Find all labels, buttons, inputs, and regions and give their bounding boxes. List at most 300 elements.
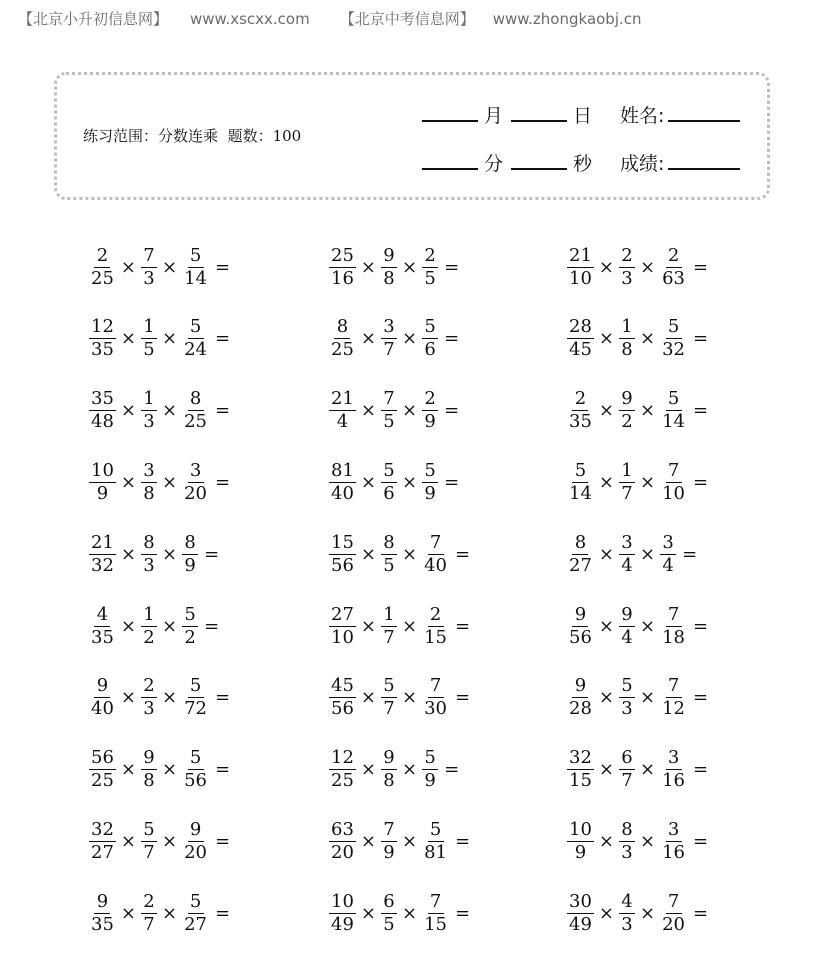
fraction	[141, 604, 157, 649]
times-sign: ×	[640, 687, 656, 709]
numerator: 5	[619, 675, 635, 698]
denominator: 9	[574, 841, 587, 863]
problem-item	[566, 316, 708, 362]
numerator: 9	[572, 604, 588, 627]
denominator: 81	[424, 841, 447, 863]
numerator: 9	[141, 747, 157, 770]
times-sign: ×	[598, 471, 614, 493]
fraction	[422, 245, 438, 290]
times-sign: ×	[360, 400, 376, 422]
numerator: 9	[381, 747, 397, 770]
numerator: 9	[619, 388, 635, 411]
denominator: 3	[621, 841, 633, 863]
numerator: 1	[619, 316, 635, 339]
fraction	[182, 460, 209, 505]
problem-item	[328, 459, 459, 505]
numerator: 30	[569, 890, 592, 912]
fraction	[422, 532, 449, 577]
denominator: 5	[143, 339, 155, 361]
numerator: 2	[422, 245, 438, 268]
times-sign: ×	[162, 471, 178, 493]
numerator: 35	[91, 388, 114, 410]
numerator: 9	[381, 245, 397, 268]
fraction	[329, 675, 356, 720]
times-sign: ×	[402, 902, 418, 924]
denominator: 8	[143, 482, 155, 504]
denominator: 56	[331, 554, 354, 576]
denominator: 63	[662, 267, 685, 289]
date-name-row	[422, 101, 740, 128]
numerator: 21	[331, 388, 354, 410]
times-sign: ×	[162, 902, 178, 924]
denominator: 2	[143, 626, 155, 648]
equals-sign: =	[444, 471, 460, 493]
fraction	[329, 532, 356, 577]
denominator: 7	[383, 626, 395, 648]
times-sign: ×	[360, 830, 376, 852]
denominator: 49	[331, 913, 354, 935]
denominator: 20	[662, 913, 685, 935]
problem-item	[88, 675, 230, 721]
denominator: 49	[569, 913, 592, 935]
fraction	[619, 388, 635, 433]
denominator: 5	[383, 913, 395, 935]
fraction	[567, 604, 594, 649]
times-sign: ×	[640, 256, 656, 278]
denominator: 20	[331, 841, 354, 863]
numerator: 56	[91, 747, 114, 769]
denominator: 5	[383, 411, 395, 433]
numerator: 9	[619, 604, 635, 627]
times-sign: ×	[120, 471, 136, 493]
problem-item	[566, 675, 708, 721]
equals-sign: =	[693, 471, 709, 493]
site-header	[18, 8, 642, 29]
denominator: 9	[424, 482, 436, 504]
numerator: 2	[422, 388, 438, 411]
denominator: 6	[424, 339, 436, 361]
denominator: 10	[662, 482, 685, 504]
fraction	[422, 388, 438, 433]
problem-item	[328, 316, 459, 362]
fraction	[619, 675, 635, 720]
second-blank[interactable]	[511, 166, 567, 170]
fraction	[567, 532, 594, 577]
numerator: 8	[334, 316, 350, 339]
numerator: 9	[94, 891, 110, 914]
count-value: 100	[272, 127, 302, 145]
times-sign: ×	[360, 615, 376, 637]
times-sign: ×	[120, 256, 136, 278]
times-sign: ×	[120, 615, 136, 637]
times-sign: ×	[402, 830, 418, 852]
equals-sign: =	[215, 687, 231, 709]
fraction	[141, 316, 157, 361]
month-blank[interactable]	[422, 118, 478, 122]
fraction	[89, 245, 116, 290]
denominator: 5	[424, 267, 436, 289]
fraction	[141, 245, 157, 290]
denominator: 40	[331, 482, 354, 504]
fraction	[141, 388, 157, 433]
times-sign: ×	[120, 400, 136, 422]
times-sign: ×	[162, 830, 178, 852]
denominator: 5	[383, 554, 395, 576]
denominator: 8	[143, 770, 155, 792]
denominator: 14	[184, 267, 207, 289]
times-sign: ×	[598, 256, 614, 278]
fraction	[619, 819, 635, 864]
denominator: 56	[184, 770, 207, 792]
problem-item	[566, 890, 708, 936]
numerator: 9	[572, 675, 588, 698]
worksheet-info-box	[54, 72, 770, 200]
problem-item	[328, 890, 470, 936]
numerator: 5	[381, 460, 397, 483]
numerator: 25	[331, 244, 354, 266]
denominator: 4	[662, 554, 674, 576]
times-sign: ×	[120, 759, 136, 781]
fraction	[182, 316, 209, 361]
denominator: 56	[331, 698, 354, 720]
score-label: 成绩:	[620, 153, 665, 175]
range-text: 练习范围：分数连乘	[83, 127, 219, 145]
second-label: 秒	[573, 153, 593, 175]
times-sign: ×	[162, 400, 178, 422]
denominator: 15	[569, 770, 592, 792]
problem-item	[88, 818, 230, 864]
count-label: 题数：	[227, 127, 273, 145]
numerator: 81	[331, 459, 354, 481]
denominator: 16	[331, 267, 354, 289]
equals-sign: =	[693, 902, 709, 924]
numerator: 3	[660, 532, 676, 555]
numerator: 7	[428, 891, 444, 914]
fraction	[141, 675, 157, 720]
fraction	[141, 460, 157, 505]
numerator: 5	[422, 747, 438, 770]
fraction	[89, 460, 116, 505]
times-sign: ×	[640, 759, 656, 781]
fraction	[422, 675, 449, 720]
numerator: 1	[619, 460, 635, 483]
numerator: 27	[331, 603, 354, 625]
minute-blank[interactable]	[422, 166, 478, 170]
fraction	[182, 747, 209, 792]
denominator: 10	[331, 626, 354, 648]
denominator: 4	[621, 554, 633, 576]
fraction	[329, 316, 356, 361]
numerator: 5	[182, 604, 198, 627]
denominator: 4	[621, 626, 633, 648]
times-sign: ×	[640, 471, 656, 493]
fraction	[567, 316, 594, 361]
denominator: 32	[662, 339, 685, 361]
time-score-row	[422, 149, 740, 176]
numerator: 10	[569, 818, 592, 840]
equals-sign: =	[693, 328, 709, 350]
times-sign: ×	[598, 615, 614, 637]
times-sign: ×	[360, 687, 376, 709]
fraction	[141, 891, 157, 936]
problem-item	[88, 316, 230, 362]
times-sign: ×	[640, 615, 656, 637]
equals-sign: =	[682, 543, 698, 565]
denominator: 56	[569, 626, 592, 648]
denominator: 25	[91, 267, 114, 289]
fraction	[567, 891, 594, 936]
fraction	[89, 675, 116, 720]
fraction	[381, 460, 397, 505]
equals-sign: =	[693, 759, 709, 781]
problem-item	[88, 531, 219, 577]
denominator: 25	[331, 770, 354, 792]
fraction	[182, 604, 198, 649]
equals-sign: =	[215, 759, 231, 781]
fraction	[329, 245, 356, 290]
fraction	[660, 747, 687, 792]
equals-sign: =	[444, 256, 460, 278]
fraction	[619, 245, 635, 290]
fraction	[619, 532, 635, 577]
times-sign: ×	[162, 615, 178, 637]
fraction	[422, 460, 438, 505]
fraction	[182, 388, 209, 433]
equals-sign: =	[204, 615, 220, 637]
numerator: 8	[188, 388, 204, 411]
name-label: 姓名:	[620, 105, 665, 127]
numerator: 2	[94, 245, 110, 268]
problem-item	[566, 531, 697, 577]
numerator: 5	[666, 388, 682, 411]
denominator: 7	[143, 841, 155, 863]
problem-item	[566, 388, 708, 434]
fraction	[329, 460, 356, 505]
numerator: 1	[141, 316, 157, 339]
denominator: 25	[331, 339, 354, 361]
fraction	[182, 891, 209, 936]
denominator: 8	[383, 267, 395, 289]
numerator: 7	[428, 675, 444, 698]
fraction	[422, 891, 449, 936]
numerator: 3	[666, 747, 682, 770]
denominator: 48	[91, 411, 114, 433]
fraction	[381, 532, 397, 577]
fraction	[89, 316, 116, 361]
fraction	[381, 819, 397, 864]
equals-sign: =	[455, 687, 471, 709]
times-sign: ×	[360, 902, 376, 924]
numerator: 5	[428, 819, 444, 842]
numerator: 7	[381, 819, 397, 842]
problem-item	[328, 244, 459, 290]
times-sign: ×	[120, 687, 136, 709]
numerator: 6	[619, 747, 635, 770]
site-name-secondary: 【北京中考信息网】	[339, 10, 475, 28]
numerator: 5	[422, 460, 438, 483]
numerator: 8	[381, 532, 397, 555]
times-sign: ×	[640, 830, 656, 852]
times-sign: ×	[360, 471, 376, 493]
times-sign: ×	[402, 328, 418, 350]
numerator: 5	[188, 747, 204, 770]
numerator: 10	[331, 890, 354, 912]
numerator: 5	[572, 460, 588, 483]
fraction	[182, 819, 209, 864]
fraction	[381, 316, 397, 361]
numerator: 3	[619, 532, 635, 555]
times-sign: ×	[120, 902, 136, 924]
times-sign: ×	[360, 328, 376, 350]
problem-item	[88, 747, 230, 793]
numerator: 7	[141, 245, 157, 268]
denominator: 40	[91, 698, 114, 720]
times-sign: ×	[402, 759, 418, 781]
score-blank[interactable]	[668, 166, 740, 170]
denominator: 2	[621, 411, 633, 433]
numerator: 3	[141, 460, 157, 483]
equals-sign: =	[693, 687, 709, 709]
fraction	[89, 747, 116, 792]
denominator: 14	[662, 411, 685, 433]
denominator: 16	[662, 770, 685, 792]
fraction	[660, 604, 687, 649]
times-sign: ×	[162, 759, 178, 781]
denominator: 8	[383, 770, 395, 792]
site-url-secondary[interactable]: www.zhongkaobj.cn	[492, 10, 642, 28]
day-blank[interactable]	[511, 118, 567, 122]
problem-item	[328, 675, 470, 721]
fraction	[567, 388, 594, 433]
times-sign: ×	[640, 902, 656, 924]
times-sign: ×	[402, 256, 418, 278]
numerator: 63	[331, 818, 354, 840]
fraction	[89, 891, 116, 936]
denominator: 3	[143, 411, 155, 433]
denominator: 27	[569, 554, 592, 576]
equals-sign: =	[444, 400, 460, 422]
fraction	[422, 747, 438, 792]
numerator: 1	[381, 604, 397, 627]
problem-item	[566, 818, 708, 864]
times-sign: ×	[402, 543, 418, 565]
denominator: 24	[184, 339, 207, 361]
fraction	[89, 819, 116, 864]
problem-item	[328, 818, 470, 864]
numerator: 3	[188, 460, 204, 483]
denominator: 2	[184, 626, 196, 648]
numerator: 5	[188, 245, 204, 268]
times-sign: ×	[598, 400, 614, 422]
fraction	[329, 891, 356, 936]
denominator: 28	[569, 698, 592, 720]
site-url-primary[interactable]: www.xscxx.com	[190, 10, 310, 28]
times-sign: ×	[162, 687, 178, 709]
fraction	[381, 604, 397, 649]
numerator: 2	[619, 245, 635, 268]
times-sign: ×	[640, 328, 656, 350]
denominator: 20	[184, 841, 207, 863]
problem-item	[328, 603, 470, 649]
numerator: 8	[182, 532, 198, 555]
numerator: 2	[428, 604, 444, 627]
problem-item	[88, 459, 230, 505]
equals-sign: =	[215, 400, 231, 422]
fraction	[567, 675, 594, 720]
denominator: 6	[383, 482, 395, 504]
fraction	[567, 460, 594, 505]
times-sign: ×	[360, 256, 376, 278]
numerator: 7	[381, 388, 397, 411]
fraction	[422, 316, 438, 361]
times-sign: ×	[360, 543, 376, 565]
denominator: 7	[143, 913, 155, 935]
problem-item	[566, 603, 708, 649]
site-name-primary: 【北京小升初信息网】	[18, 10, 169, 28]
name-blank[interactable]	[668, 118, 740, 122]
numerator: 8	[619, 819, 635, 842]
times-sign: ×	[360, 759, 376, 781]
denominator: 14	[569, 482, 592, 504]
problem-item	[566, 244, 708, 290]
equals-sign: =	[204, 543, 220, 565]
denominator: 3	[143, 698, 155, 720]
fraction	[422, 604, 449, 649]
denominator: 3	[621, 698, 633, 720]
fraction	[660, 245, 687, 290]
fraction	[567, 245, 594, 290]
fraction	[660, 891, 687, 936]
denominator: 35	[569, 411, 592, 433]
fraction	[381, 891, 397, 936]
numerator: 4	[94, 604, 110, 627]
denominator: 45	[569, 339, 592, 361]
denominator: 9	[424, 411, 436, 433]
fraction	[381, 675, 397, 720]
numerator: 7	[666, 891, 682, 914]
fraction	[89, 604, 116, 649]
denominator: 7	[383, 698, 395, 720]
numerator: 5	[422, 316, 438, 339]
fraction	[329, 819, 356, 864]
times-sign: ×	[162, 256, 178, 278]
equals-sign: =	[455, 902, 471, 924]
fraction	[660, 819, 687, 864]
numerator: 7	[666, 460, 682, 483]
denominator: 32	[91, 554, 114, 576]
numerator: 45	[331, 675, 354, 697]
month-label: 月	[484, 105, 504, 127]
numerator: 8	[141, 532, 157, 555]
times-sign: ×	[402, 471, 418, 493]
equals-sign: =	[455, 615, 471, 637]
times-sign: ×	[598, 687, 614, 709]
numerator: 9	[188, 819, 204, 842]
fraction	[567, 747, 594, 792]
times-sign: ×	[598, 543, 614, 565]
denominator: 8	[621, 339, 633, 361]
denominator: 3	[621, 267, 633, 289]
denominator: 15	[424, 913, 447, 935]
times-sign: ×	[162, 328, 178, 350]
denominator: 72	[184, 698, 207, 720]
fraction	[329, 747, 356, 792]
problem-item	[328, 388, 459, 434]
numerator: 1	[141, 388, 157, 411]
numerator: 8	[572, 532, 588, 555]
numerator: 7	[666, 604, 682, 627]
numerator: 10	[91, 459, 114, 481]
